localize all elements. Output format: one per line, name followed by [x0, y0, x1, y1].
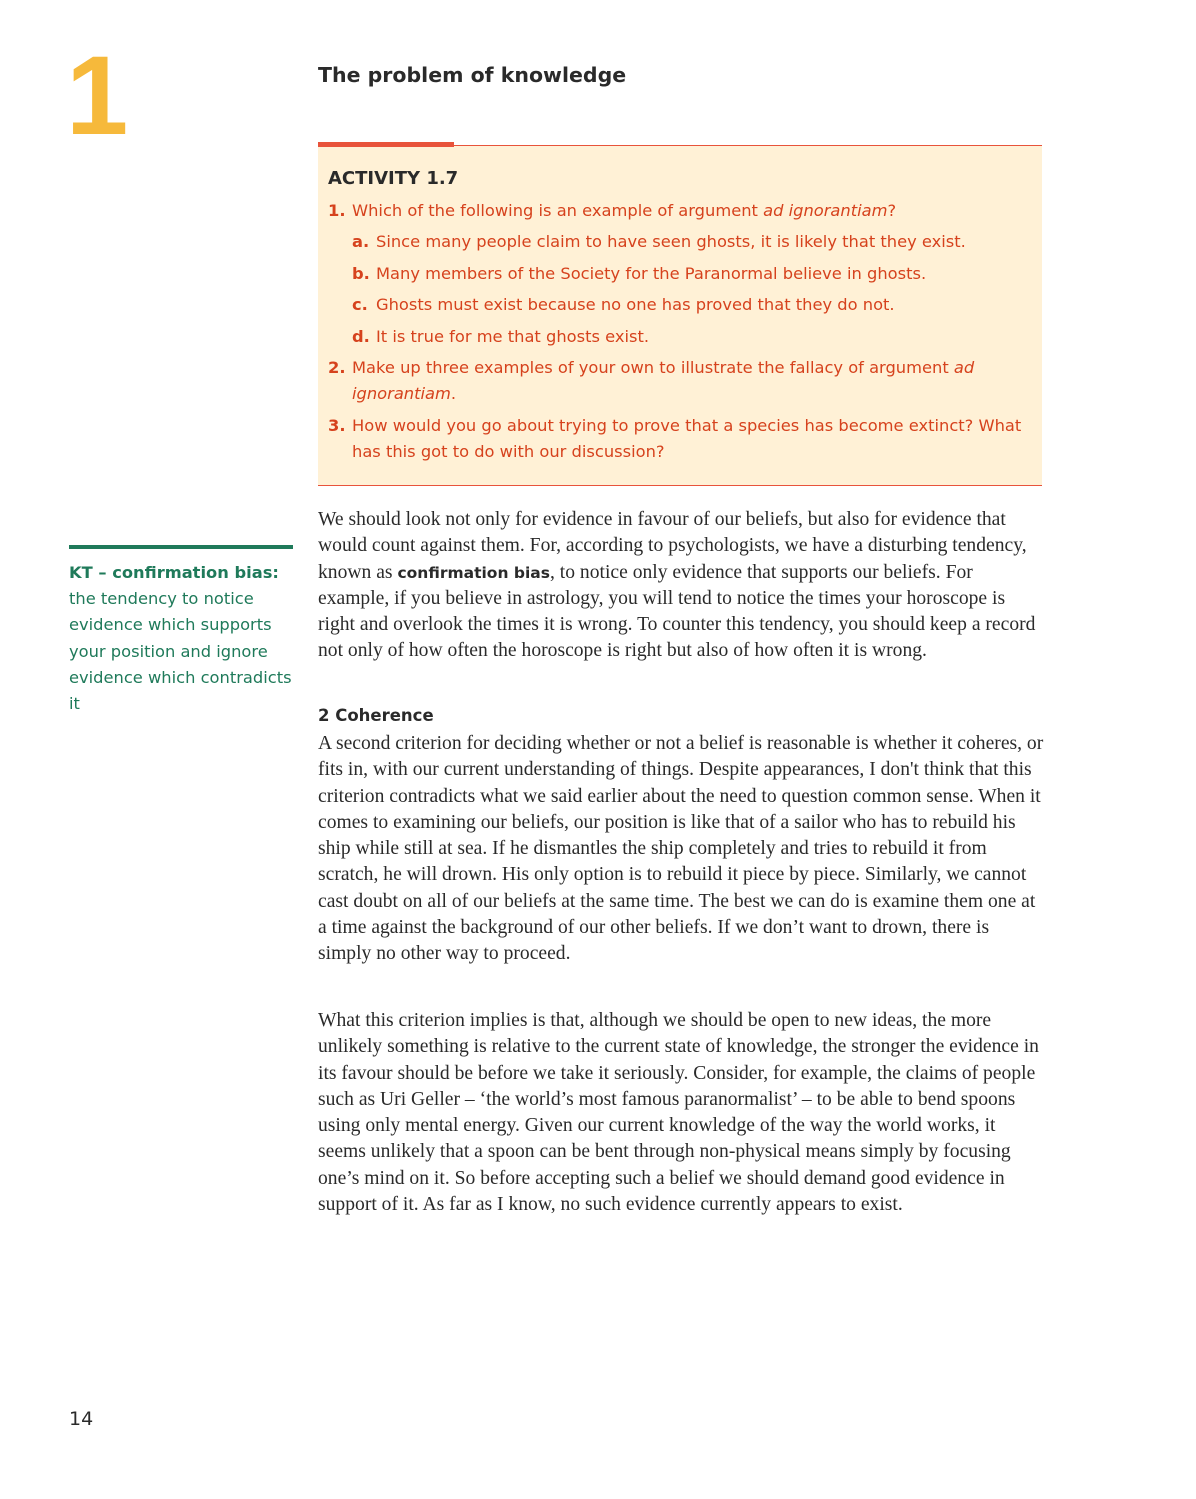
activity-option-a	[352, 229, 966, 255]
option-text: Since many people claim to have seen ghosts, it is likely that they exist.	[376, 232, 966, 251]
question-number: 1.	[328, 201, 346, 220]
key-term-label: KT – confirmation bias:	[69, 563, 279, 582]
option-letter: b.	[352, 264, 370, 283]
option-letter: d.	[352, 327, 370, 346]
question-number: 2.	[328, 358, 346, 377]
question-text: Make up three examples of your own to illustrate the fallacy of argument ad ignorantiam.	[352, 358, 975, 403]
chapter-title: The problem of knowledge	[318, 63, 627, 87]
section-heading: 2 Coherence	[318, 706, 434, 725]
option-letter: a.	[352, 232, 370, 251]
option-text: It is true for me that ghosts exist.	[376, 327, 650, 346]
page-number: 14	[69, 1408, 94, 1430]
option-text: Ghosts must exist because no one has proved that they do not.	[376, 295, 895, 314]
activity-box	[318, 145, 1042, 486]
activity-question-3	[328, 413, 1028, 465]
question-text: Which of the following is an example of argument ad ignorantiam?	[352, 201, 897, 220]
confirmation-bias-term: confirmation bias	[397, 563, 550, 582]
activity-question-1	[328, 198, 896, 224]
activity-option-c	[352, 292, 895, 318]
key-term-box	[69, 560, 299, 717]
activity-option-b	[352, 261, 926, 287]
chapter-number: 1	[66, 33, 129, 158]
activity-accent-bar	[318, 142, 454, 147]
option-text: Many members of the Society for the Paranormal believe in ghosts.	[376, 264, 927, 283]
body-paragraph-3: What this criterion implies is that, although we should be open to new ideas, the more unlikely something is relative to the current state of knowledge, the stronger the evidence in its favour should be before we take it seriously. Consider, for example, the claims of people such as Uri Geller – ‘the world’s most famous paranormalist’ – to be able to bend spoons using only mental energy. Given our current knowledge of the way the world works, it seems unlikely that a spoon can be bent through non-physical means simply by focusing one’s mind on it. So before accepting such a belief we should demand good evidence in support of it. As far as I know, no such evidence currently appears to exist.	[318, 1010, 1039, 1216]
activity-question-2	[328, 355, 1036, 407]
activity-heading: ACTIVITY 1.7	[328, 168, 459, 189]
key-term-rule	[69, 545, 293, 549]
option-letter: c.	[352, 295, 368, 314]
body-paragraph-2: A second criterion for deciding whether or not a belief is reasonable is whether it coheres, or fits in, with our current understanding of things. Despite appearances, I don't think that this criterion contradicts what we said earlier about the need to question common sense. When it comes to examining our beliefs, our position is like that of a sailor who has to rebuild his ship while still at sea. If he dismantles the ship completely and tries to rebuild it from scratch, he will drown. His only option is to rebuild it piece by piece. Similarly, we cannot cast doubt on all of our beliefs at the same time. The best we can do is examine them one at a time against the background of our other beliefs. If we don’t want to drown, there is simply no other way to proceed.	[318, 733, 1044, 965]
question-number: 3.	[328, 416, 346, 435]
question-text: How would you go about trying to prove that a species has become extinct? What has this got to do with our discussion?	[352, 416, 1022, 461]
activity-option-d	[352, 324, 649, 350]
body-paragraph-1: We should look not only for evidence in favour of our beliefs, but also for evidence that would count against them. For, according to psychologists, we have a disturbing tendency, known as confirmation bias, to notice only evidence that supports our beliefs. For example, if you believe in astrology, you will tend to notice the times your horoscope is right and overlook the times it is wrong. To counter this tendency, you should keep a record not only of how often the horoscope is right but also of how often it is wrong.	[318, 509, 1036, 662]
key-term-definition: the tendency to notice evidence which supports your position and ignore evidence which contradicts it	[69, 589, 292, 714]
